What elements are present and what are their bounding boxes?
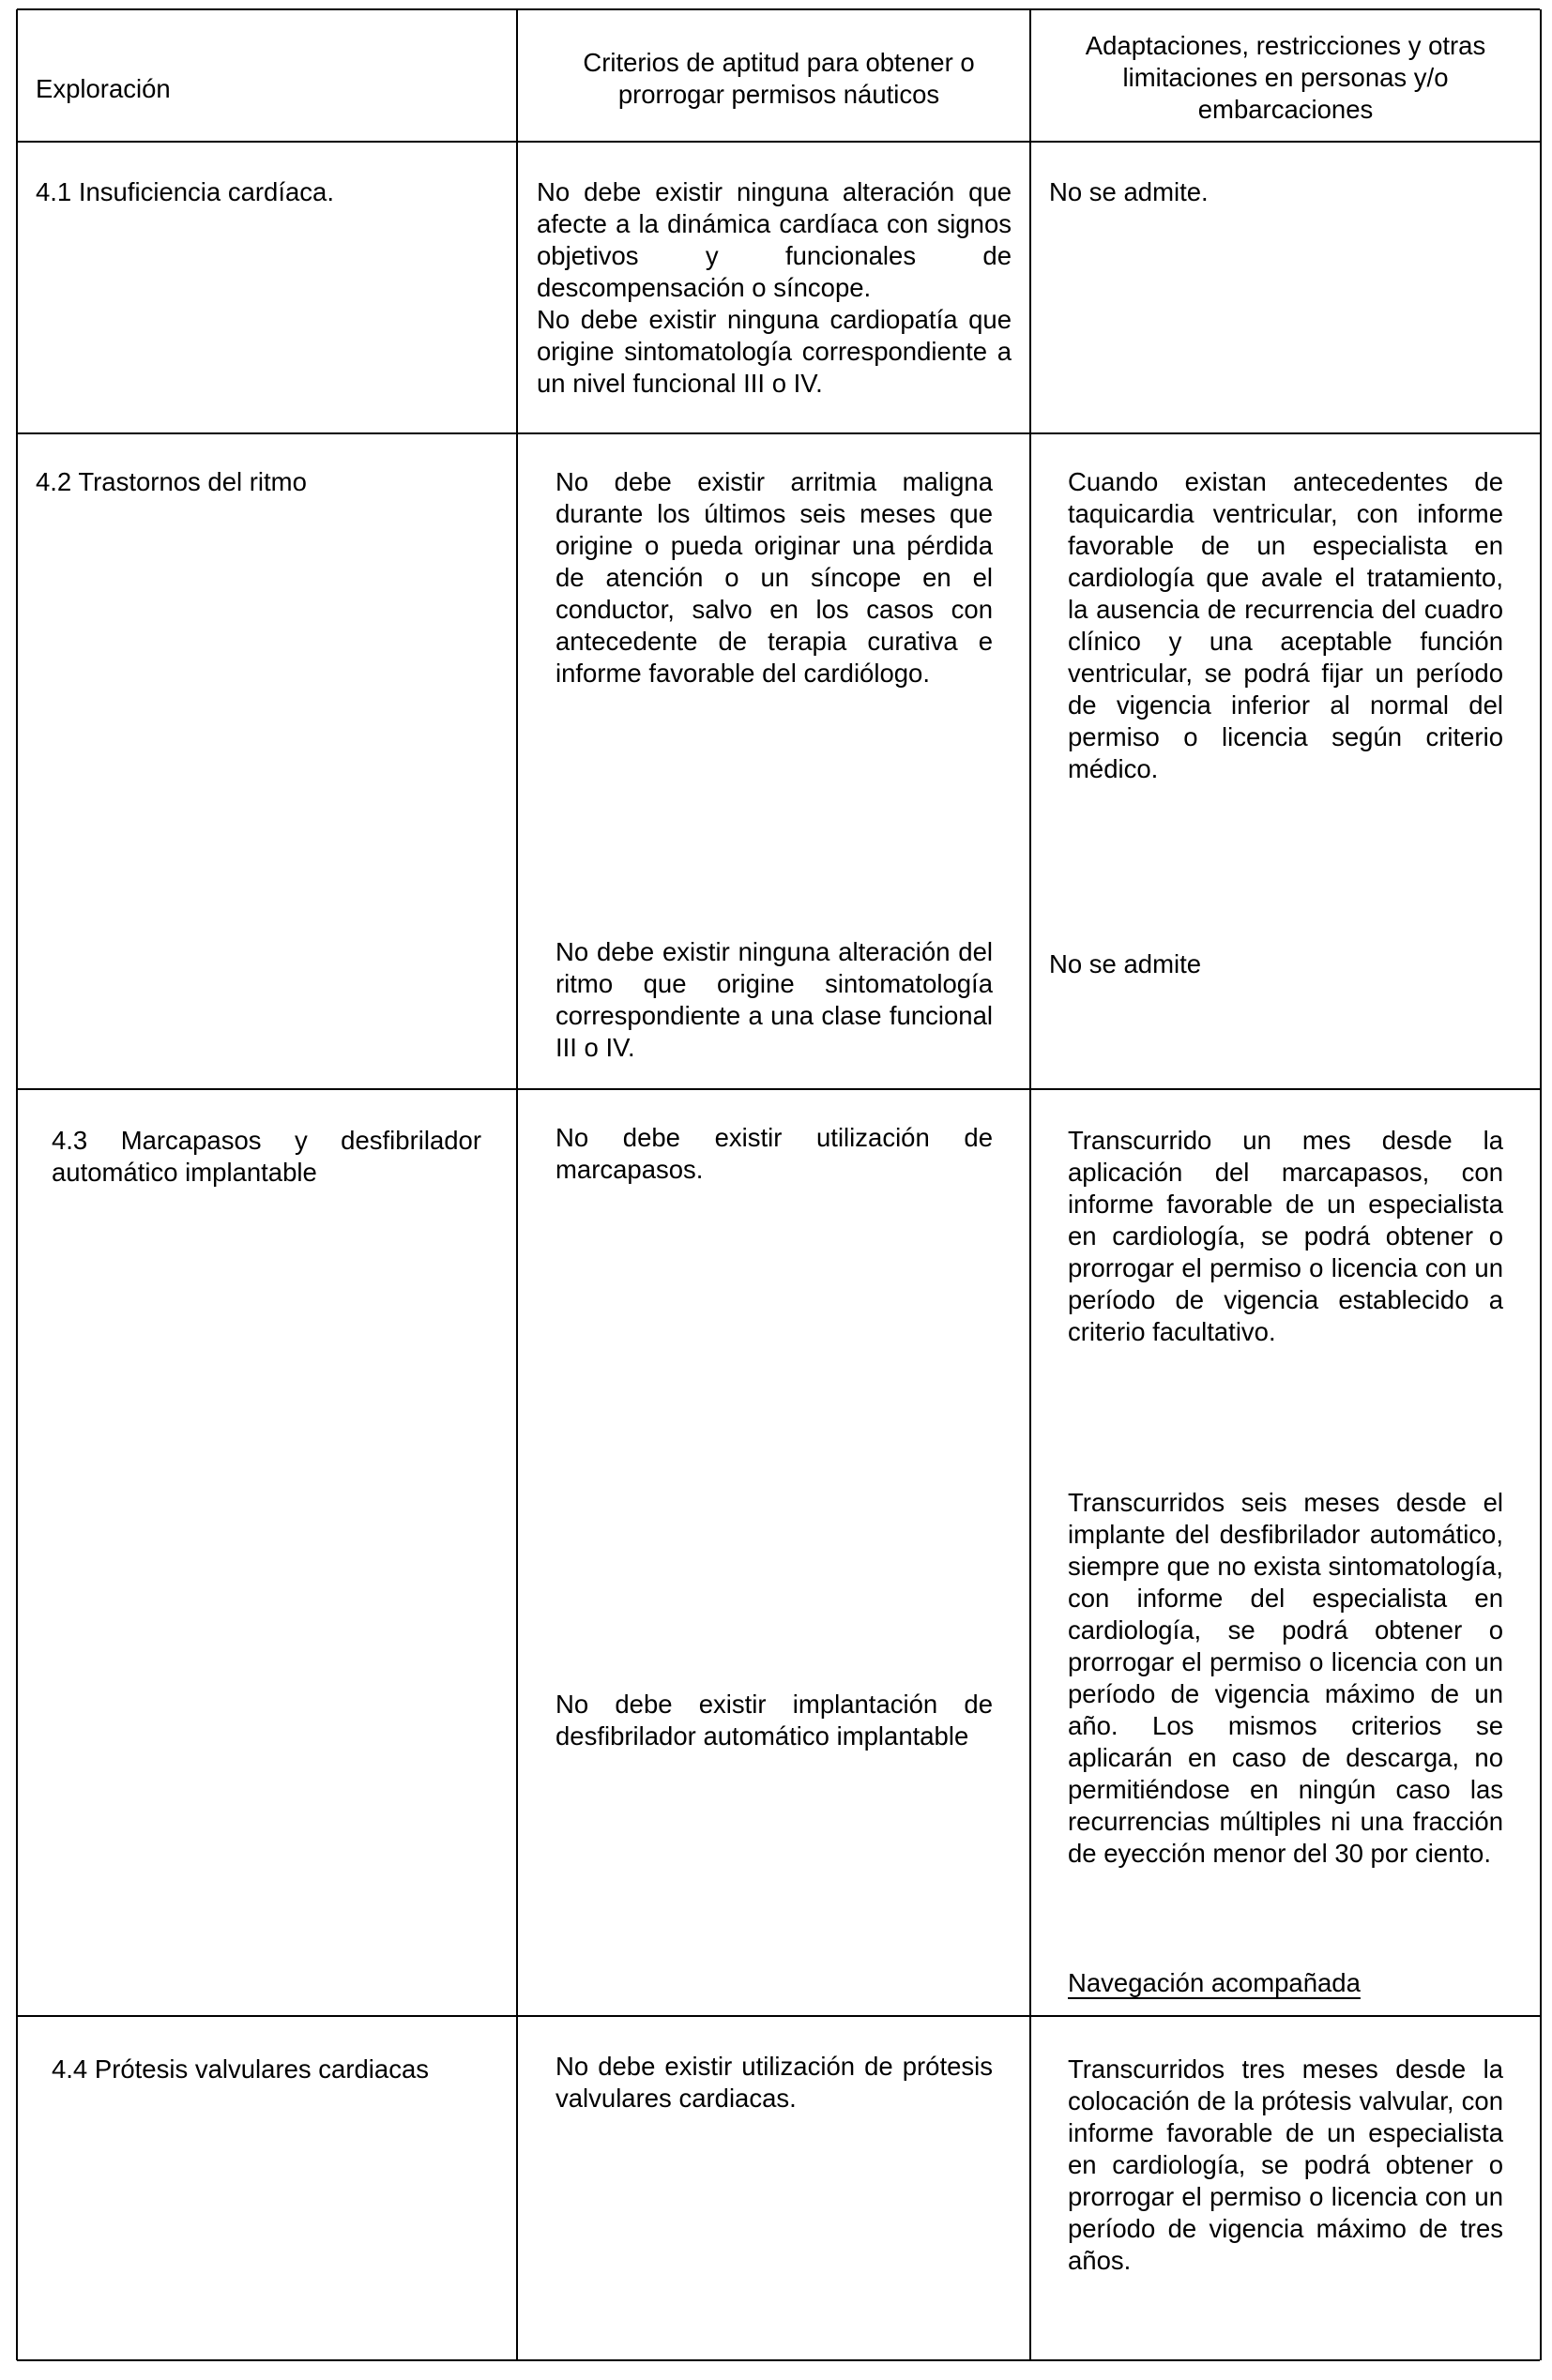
table-border-right: [1540, 9, 1542, 2360]
row-4-1-exploration: [36, 176, 500, 208]
table-border-top: [17, 8, 1540, 10]
row-4-2-criteria-1: [555, 466, 993, 690]
row-4-3-exploration: [52, 1125, 481, 1189]
row-4-2-criteria-2-text: No debe existir ninguna alteración del ritmo que origine sintomatología correspondiente a una clase funcional III o IV.: [555, 937, 993, 1062]
header-exploration-text: Exploración: [36, 74, 171, 103]
header-adaptations-text: Adaptaciones, restricciones y otras limitaciones en personas y/o embarcaciones: [1085, 31, 1486, 124]
row-4-3-exploration-text: 4.3 Marcapasos y desfibrilador automático implantable: [52, 1126, 481, 1187]
row-4-3-criteria-2-text: No debe existir implantación de desfibrilador automático implantable: [555, 1690, 993, 1751]
row-4-2-exploration-text: 4.2 Trastornos del ritmo: [36, 467, 307, 496]
row-4-3-adaptation-3: [1068, 1967, 1503, 1999]
header-criteria-text: Criterios de aptitud para obtener o prorrogar permisos náuticos: [583, 48, 975, 109]
column-divider-1: [516, 9, 518, 2360]
row-4-3-adaptation-2: [1068, 1487, 1503, 1870]
row-4-3-criteria-2: [555, 1689, 993, 1752]
row-4-4-criteria-1-text: No debe existir utilización de prótesis valvulares cardiacas.: [555, 2052, 993, 2113]
row-4-3-adaptation-1-text: Transcurrido un mes desde la aplicación del marcapasos, con informe favorable de un especialista en cardiología, se podrá obtener o prorrogar el permiso o licencia con un período de vigencia establecido a criterio facultativo.: [1068, 1126, 1503, 1346]
row-4-4-adaptation-1-text: Transcurridos tres meses desde la colocación de la prótesis valvular, con informe favorable de un especialista en cardiología, se podrá obtener o prorrogar el permiso o licencia con un período de vigencia máximo de tres años.: [1068, 2054, 1503, 2275]
header-criteria: [558, 47, 999, 111]
row-4-1-criteria: [537, 176, 1012, 400]
row-4-1-criteria-2: No debe existir ninguna cardiopatía que origine sintomatología correspondiente a un nivel funcional III o IV.: [537, 305, 1012, 398]
row-4-4-adaptation-1: [1068, 2054, 1503, 2277]
row-4-2-adaptation-1: [1068, 466, 1503, 785]
row-4-2-adaptation-2: [1049, 948, 1518, 980]
header-exploration: [36, 73, 495, 105]
table-border-bottom: [17, 2359, 1540, 2361]
row-4-1-adaptation: [1049, 176, 1518, 208]
row-4-3-criteria-1-text: No debe existir utilización de marcapasos.: [555, 1123, 993, 1184]
row-4-4-criteria-1: [555, 2051, 993, 2115]
row-4-2-adaptation-2-text: No se admite: [1049, 949, 1202, 978]
row-4-2-exploration: [36, 466, 500, 498]
row-divider-1: [17, 432, 1540, 434]
header-adaptations: [1056, 30, 1515, 126]
row-4-2-criteria-2: [555, 936, 993, 1064]
row-4-3-adaptation-3-text: Navegación acompañada: [1068, 1968, 1361, 1997]
table-border-left: [16, 9, 18, 2360]
row-divider-2: [17, 1088, 1540, 1090]
row-4-4-exploration: [52, 2054, 493, 2085]
row-4-1-adaptation-text: No se admite.: [1049, 177, 1209, 206]
row-4-4-exploration-text: 4.4 Prótesis valvulares cardiacas: [52, 2054, 429, 2084]
row-4-3-criteria-1: [555, 1122, 993, 1186]
column-divider-2: [1029, 9, 1031, 2360]
row-divider-3: [17, 2015, 1540, 2017]
row-4-2-adaptation-1-text: Cuando existan antecedentes de taquicardia ventricular, con informe favorable de un especialista en cardiología que avale el tratamiento, la ausencia de recurrencia del cuadro clínico y una aceptable función ventricular, se podrá fijar un período de vigencia inferior al normal del permiso o licencia según criterio médico.: [1068, 467, 1503, 783]
header-divider: [17, 141, 1540, 143]
row-4-2-criteria-1-text: No debe existir arritmia maligna durante los últimos seis meses que origine o pueda originar una pérdida de atención o un síncope en el conductor, salvo en los casos con antecedente de terapia curativa e informe favorable del cardiólogo.: [555, 467, 993, 688]
row-4-1-criteria-1: No debe existir ninguna alteración que afecte a la dinámica cardíaca con signos objetivos y funcionales de descompensación o síncope.: [537, 177, 1012, 302]
row-4-1-exploration-text: 4.1 Insuficiencia cardíaca.: [36, 177, 334, 206]
row-4-3-adaptation-2-text: Transcurridos seis meses desde el implante del desfibrilador automático, siempre que no exista sintomatología, con informe del especialista en cardiología, se podrá obtener o prorrogar el permiso o licencia con un período de vigencia máximo de un año. Los mismos criterios se aplicarán en caso de descarga, no permitiéndose en ningún caso las recurrencias múltiples ni una fracción de eyección menor del 30 por ciento.: [1068, 1488, 1503, 1868]
row-4-3-adaptation-1: [1068, 1125, 1503, 1348]
